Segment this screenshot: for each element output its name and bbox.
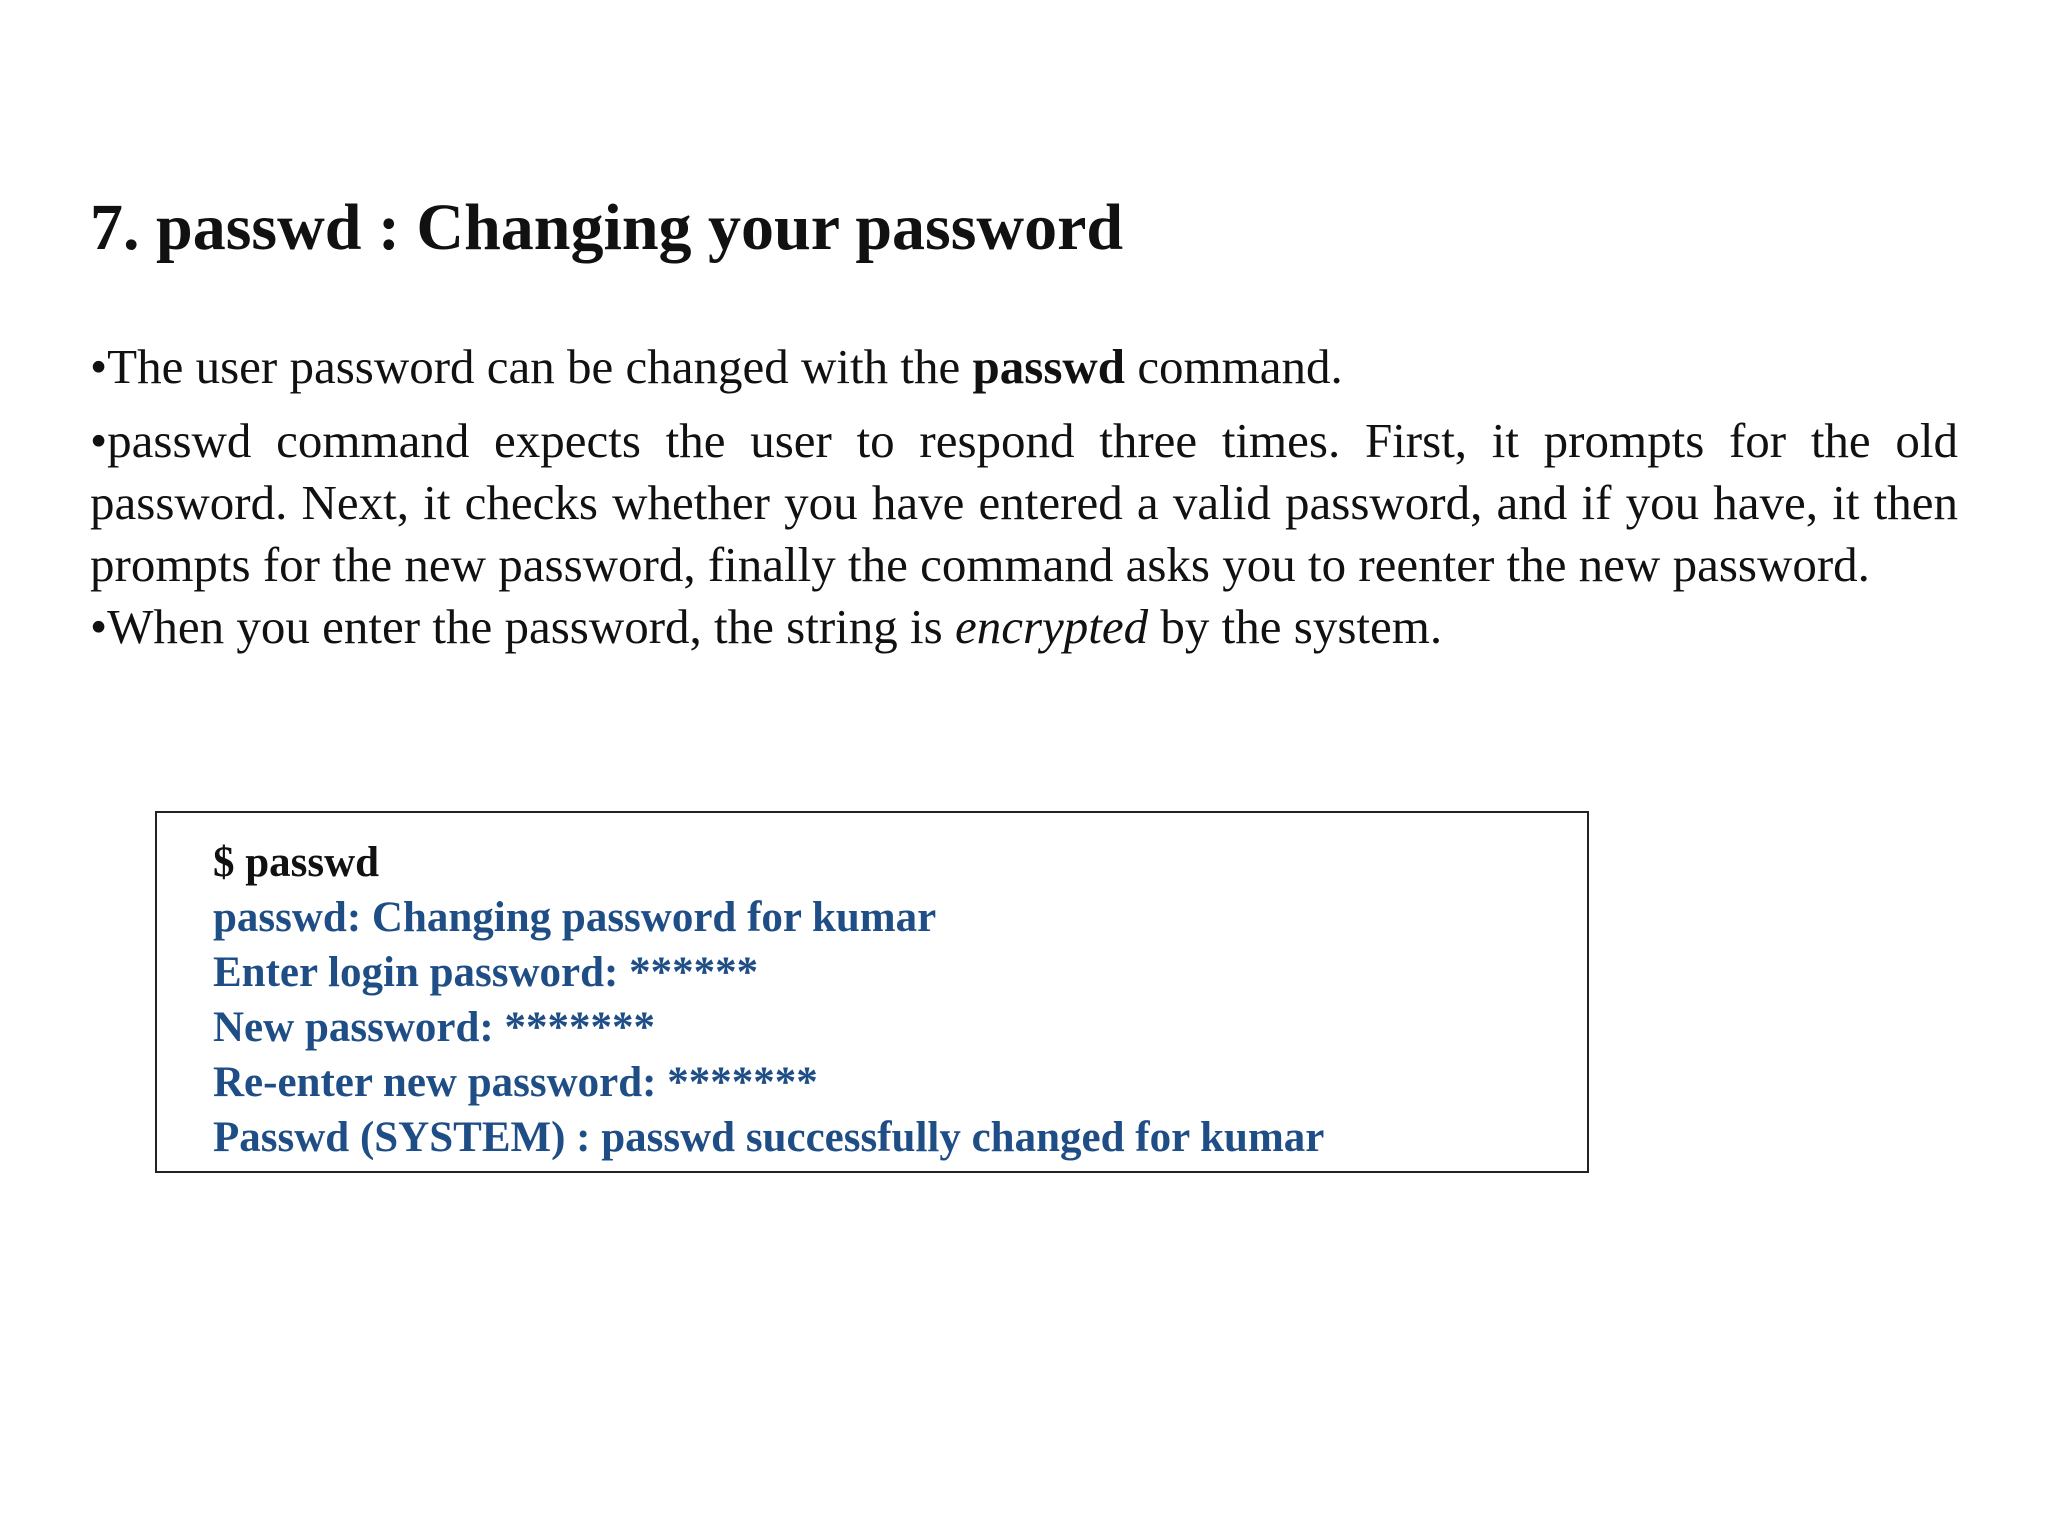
bullet-3-emphasis: encrypted (954, 599, 1149, 654)
bullet-list (90, 336, 1958, 658)
bullet-3-suffix: by the system. (1148, 599, 1443, 654)
bullet-item-3 (90, 596, 1958, 658)
terminal-output-line: New password: ******* (213, 1004, 655, 1051)
bullet-item-1 (90, 336, 1958, 398)
terminal-output-line: Passwd (SYSTEM) : passwd successfully changed for kumar (213, 1114, 1325, 1161)
bullet-1-command: passwd (972, 339, 1126, 394)
bullet-1-suffix: command. (1125, 339, 1343, 394)
bullet-3-prefix: •When you enter the password, the string is (90, 599, 955, 654)
terminal-command: $ passwd (213, 839, 380, 886)
terminal-output-line: passwd: Changing password for kumar (213, 894, 937, 941)
terminal-example-box (155, 811, 1589, 1173)
bullet-1-prefix: •The user password can be changed with the (90, 339, 973, 394)
slide-title: 7. passwd : Changing your password (90, 191, 1124, 264)
terminal-output-line: Enter login password: ****** (213, 949, 759, 996)
terminal-output-line: Re-enter new password: ******* (213, 1059, 818, 1106)
bullet-item-2: •passwd command expects the user to respond three times. First, it prompts for the old password. Next, it checks whether you have entered a valid password, and if you have, it then prompts for the new password, finally the command asks you to reenter the new password. (90, 413, 1958, 592)
